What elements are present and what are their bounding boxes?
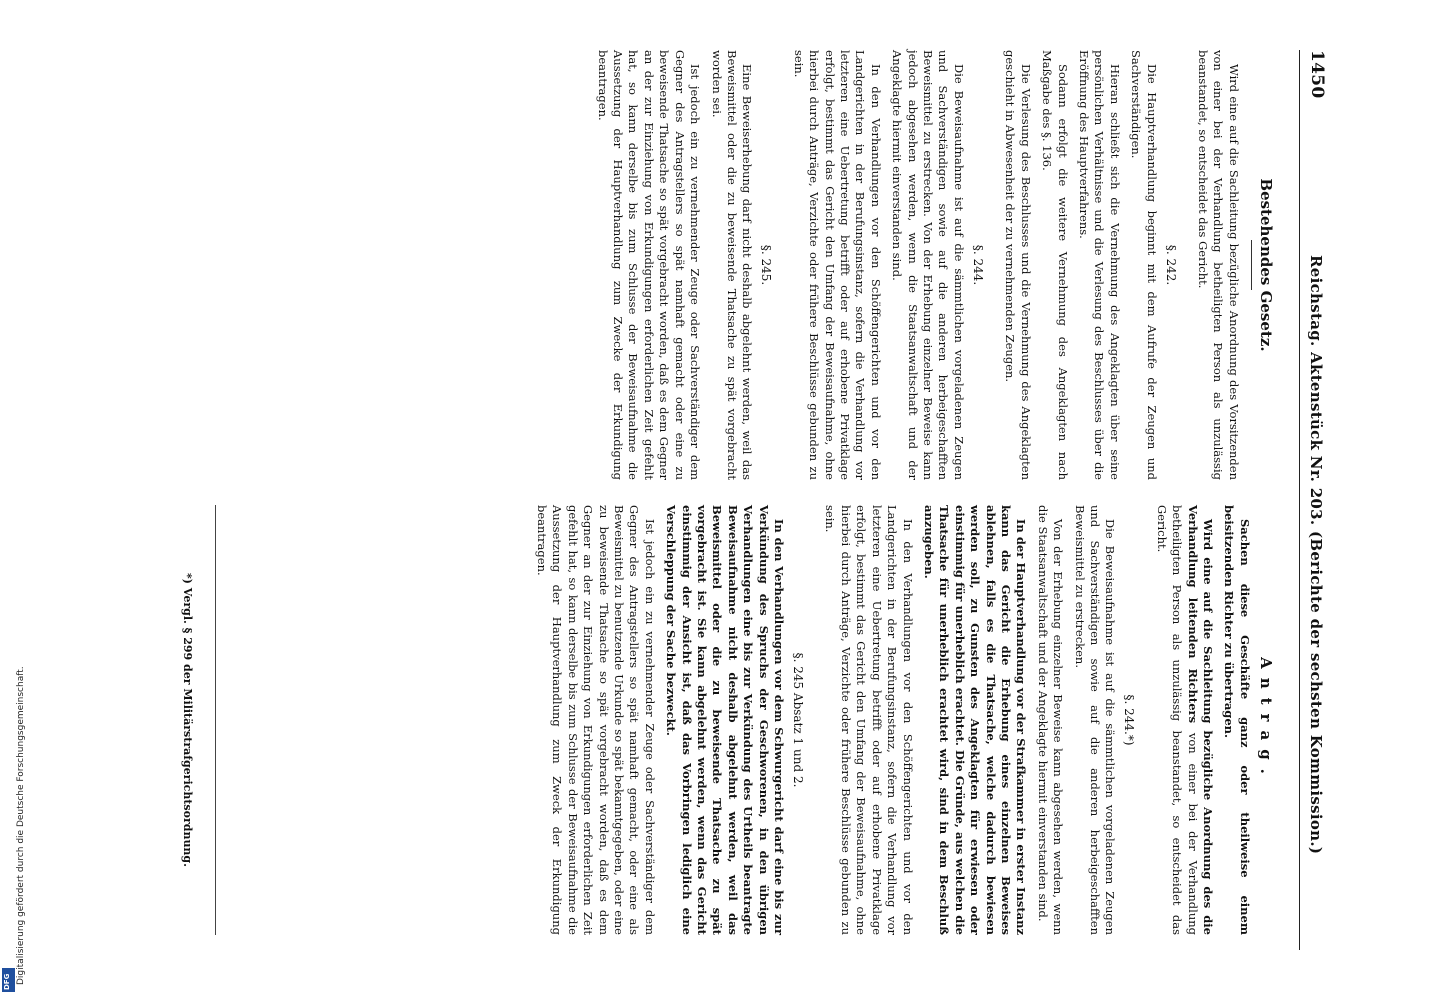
paragraph: [1153, 505, 1215, 935]
section-heading: §. 244.*): [1122, 694, 1137, 746]
paragraph: Sodann erfolgt die weitere Vernehmung des Angeklagten nach Maßgabe des §. 136.: [1040, 50, 1070, 480]
section-heading: §. 245 Absatz 1 und 2.: [791, 652, 806, 788]
paragraph: Von der Erhebung einzelner Beweise kann abgesehen werden, wenn die Staatsanwaltschaft und der Angeklagte hiermit einverstanden sind.: [1035, 505, 1066, 935]
paragraph: In den Verhandlungen vor den Schöffengerichten und vor den Landgerichten in der Berufungsinstanz, sofern die Verhandlung vor letzteren eine Uebertretung betrifft oder auf erhobene Privatklage erfolgt, bestimmt das Gericht den Umfang der Beweisaufnahme, ohne hierbei durch Anträge, Verzichte oder frühere Beschlüsse gebunden zu sein.: [823, 505, 915, 935]
paragraph: Wird eine auf die Sachleitung bezügliche Anordnung des Vorsitzenden von einer bei der Verhandlung betheiligten Person als unzulässig beanstandet, so entscheidet das Gericht.: [1196, 50, 1241, 480]
column-proposal: [528, 505, 1277, 935]
paragraph: Die Hauptverhandlung beginnt mit dem Aufrufe der Zeugen und Sachverständigen.: [1129, 50, 1159, 480]
paragraph-amendment: Sachen diese Geschäfte ganz oder theilweise einem beisitzenden Richter zu übertragen.: [1222, 505, 1252, 935]
title-divider: [1251, 240, 1252, 290]
paragraph-amendment: In der Hauptverhandlung vor der Strafkammer in erster Instanz kann das Gericht die Erhebung eines einzelnen Beweises ablehnen, falls es die Thatsache, welche dadurch bewiesen werden soll, zu Gunsten des Angeklagten für erwiesen oder einstimmig für unerheblich erachtet. Die Gründe, aus welchen die Thatsache für unerheblich erachtet wird, sind in dem Beschluß anzugeben.: [921, 505, 1029, 935]
page-header: [1304, 50, 1334, 950]
footnote: *) Vergl. § 299 der Militärstrafgerichtsordnung.: [181, 573, 194, 867]
header-divider: [1299, 50, 1300, 950]
logo-text: DFG: [3, 973, 11, 990]
paragraph: Hieran schließt sich die Vernehmung des Angeklagten über seine persönlichen Verhältnisse und die Verlesung des Beschlusses über die Eröffnung des Hauptverfahrens.: [1076, 50, 1122, 480]
paragraph: Die Beweisaufnahme ist auf die sämmtlichen vorgeladenen Zeugen und Sachverständigen sowie auf die anderen herbeigeschafften Beweismittel zu erstrecken. Von der Erhebung einzelner Beweise kann jedoch abgesehen werden, wenn die Staatsanwaltschaft und der Angeklagte hiermit einverstanden sind.: [890, 50, 966, 480]
rotated-document-page: [94, 50, 1334, 950]
paragraph: Eine Beweiserhebung darf nicht deshalb abgelehnt werden, weil das Beweismittel oder die zu beweisende Thatsache zu spät vorgebracht worden sei.: [709, 50, 755, 480]
paragraph: Ist jedoch ein zu vernehmender Zeuge oder Sachverständiger dem Gegner des Antragstellers so spät namhaft gemacht, oder eine als Beweismittel zu benutzende Urkunde so spät bekanntgegeben, oder eine zu beweisende Thatsache so spät vorgebracht worden, daß es dem Gegner an der zur Einziehung von Erkundigungen erforderlichen Zeit gefehlt hat, so kann derselbe bis zum Schlusse der Beweisaufnahme die Aussetzung der Hauptverhandlung zum Zweck der Erkundigung beantragen.: [534, 505, 657, 935]
section-heading: §. 245.: [759, 244, 774, 286]
paragraph-amendment: In den Verhandlungen vor dem Schwurgericht darf eine bis zur Verkündung des Spruchs der Geschworenen, in den übrigen Verhandlungen eine bis zur Verkündung des Urtheils beantragte Beweisaufnahme nicht deshalb abgelehnt werden, weil das Beweismittel oder die zu beweisende Thatsache zu spät vorgebracht ist. Sie kann abgelehnt werden, wenn das Gericht einstimmig der Ansicht ist, daß das Vorbringen lediglich eine Verschleppung der Sache bezweckt.: [664, 505, 786, 935]
page-number: 1450: [1307, 50, 1327, 99]
section-heading: §. 244.: [970, 244, 985, 286]
paragraph: Ist jedoch ein zu vernehmender Zeuge oder Sachverständiger dem Gegner des Antragstellers so spät namhaft gemacht oder eine zu beweisende Thatsache so spät vorgebracht worden, daß es dem Gegner an der zur Einziehung von Erkundigungen erforderlichen Zeit gefehlt hat, so kann derselbe bis zum Schlusse der Beweisaufnahme die Aussetzung der Hauptverhandlung zum Zwecke der Erkundigung beantragen.: [595, 50, 703, 480]
digitization-credit: [0, 0, 30, 1000]
paragraph: Die Beweisaufnahme ist auf die sämmtlichen vorgeladenen Zeugen und Sachverständigen sowie auf die anderen herbeigeschafften Beweismittel zu erstrecken.: [1072, 505, 1118, 935]
paragraph-text: von einer bei der Verhandlung betheiligten Person als unzulässig beanstandet, so entscheidet das Gericht.: [1154, 505, 1200, 935]
column-title-existing-law: Bestehendes Gesetz.: [1257, 178, 1275, 352]
dfg-logo: [2, 968, 15, 992]
paragraph: In den Verhandlungen vor den Schöffengerichten und vor den Landgerichten in der Berufungsinstanz, sofern die Verhandlung vor letzteren eine Uebertretung betrifft oder auf erhobene Privatklage erfolgt, bestimmt das Gericht den Umfang der Beweisaufnahme, ohne hierbei durch Anträge, Verzichte oder frühere Beschlüsse gebunden zu sein.: [791, 50, 883, 480]
column-existing-law: [588, 50, 1276, 480]
footnote-divider: [215, 505, 216, 935]
page-running-title: Reichstag. Aktenstück Nr. 203. (Berichte der sechsten Kommission.): [1307, 255, 1325, 855]
amended-text: Wird eine auf die Sachleitung bezügliche Anordnung des die Verhandlung leitenden Richters: [1185, 505, 1216, 935]
paragraph: Die Verlesung des Beschlusses und die Vernehmung des Angeklagten geschieht in Abwesenheit der zu vernehmenden Zeugen.: [1003, 50, 1033, 480]
credit-text: Digitalisierung gefördert durch die Deutsche Forschungsgemeinschaft.: [16, 666, 26, 985]
column-title-proposal: Antrag.: [1257, 657, 1275, 783]
section-heading: §. 242.: [1163, 244, 1178, 286]
